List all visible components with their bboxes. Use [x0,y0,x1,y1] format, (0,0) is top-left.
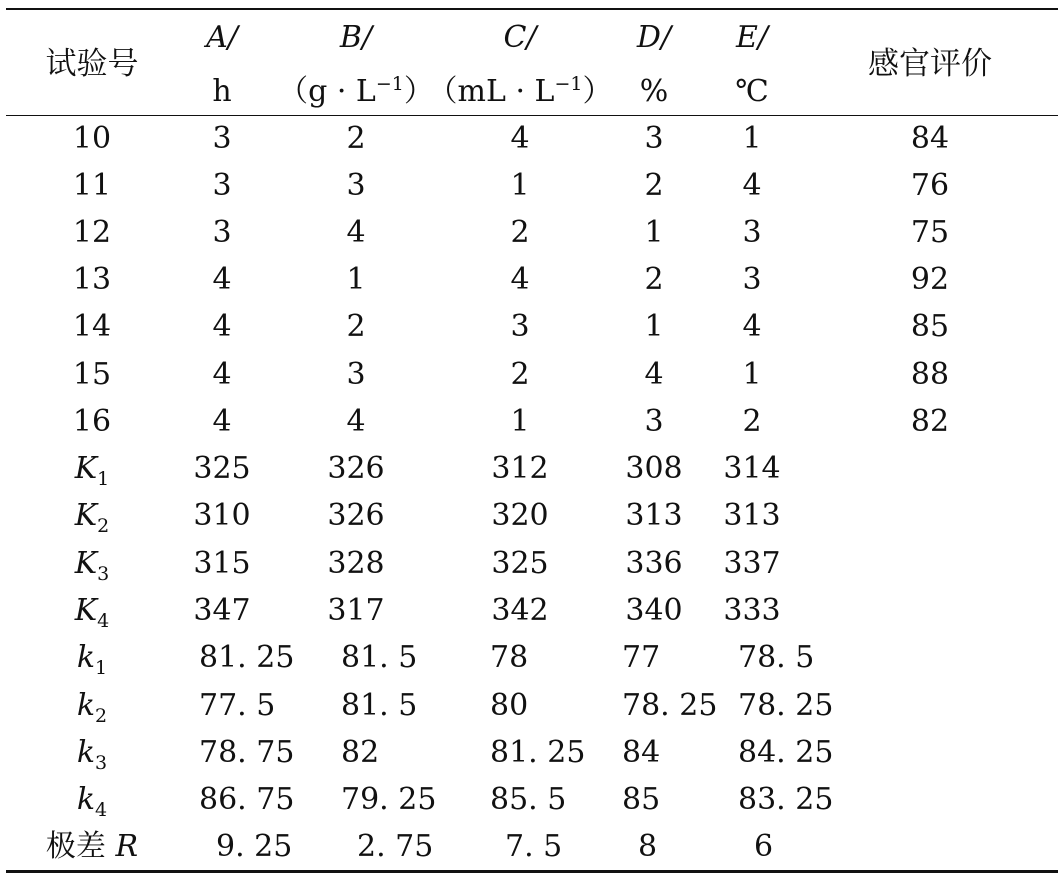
cell-d: 2 [644,262,664,297]
cell-a: 86. 75 [199,782,295,817]
cell-a: 3 [212,168,232,203]
cell-b: 79. 25 [341,782,437,817]
cell-trial-no: 14 [72,309,112,344]
cell-c: 320 [491,498,549,533]
cell-b: 2. 75 [357,829,434,864]
header-d-unit: % [639,74,669,109]
cell-trial-no: 12 [72,215,112,250]
cell-e: 84. 25 [738,735,834,770]
k-sum-label: $K_3$ [74,546,110,585]
header-trial-no: 试验号 [45,46,139,82]
cell-a: 4 [212,262,232,297]
k-sum-label: $K_2$ [74,498,110,537]
k-mean-label: $k_1$ [76,640,108,679]
cell-e: 6 [754,829,774,864]
cell-score: 92 [910,262,950,297]
cell-score: 88 [910,357,950,392]
k-sum-label: $K_4$ [74,593,110,632]
cell-b: 2 [346,121,366,156]
cell-a: 315 [193,546,251,581]
cell-e: 4 [742,168,762,203]
cell-e: 2 [742,404,762,439]
cell-c: 1 [510,404,530,439]
cell-b: 3 [346,357,366,392]
cell-d: 78. 25 [622,688,718,723]
cell-b: 2 [346,309,366,344]
cell-a: 78. 75 [199,735,295,770]
cell-a: 77. 5 [199,688,276,723]
k-sum-label: $K_1$ [74,451,110,490]
cell-d: 3 [644,121,664,156]
cell-b: 82 [341,735,380,770]
cell-b: 81. 5 [341,640,418,675]
cell-b: 328 [327,546,385,581]
cell-e: 78. 5 [738,640,815,675]
cell-d: 3 [644,404,664,439]
cell-d: 1 [644,215,664,250]
cell-d: 8 [638,829,658,864]
cell-d: 77 [622,640,661,675]
cell-c: 2 [510,357,530,392]
cell-b: 326 [327,451,385,486]
cell-trial-no: 15 [72,357,112,392]
cell-a: 3 [212,215,232,250]
cell-d: 336 [625,546,683,581]
k-mean-label: $k_2$ [76,688,108,727]
cell-d: 313 [625,498,683,533]
cell-e: 1 [742,121,762,156]
cell-e: 333 [723,593,781,628]
cell-d: 85 [622,782,661,817]
cell-a: 310 [193,498,251,533]
cell-e: 314 [723,451,781,486]
cell-e: 313 [723,498,781,533]
cell-c: 1 [510,168,530,203]
cell-b: 3 [346,168,366,203]
cell-b: 4 [346,404,366,439]
cell-trial-no: 10 [72,121,112,156]
cell-e: 337 [723,546,781,581]
cell-score: 75 [910,215,950,250]
cell-e: 78. 25 [738,688,834,723]
range-label: 极差 R [45,829,139,864]
cell-c: 81. 25 [490,735,586,770]
table-header-rule [6,115,1058,116]
header-sensory-score: 感官评价 [868,46,992,82]
header-c-unit: $(mL \cdot L^{-1})$ [427,73,613,109]
cell-c: 78 [490,640,529,675]
cell-d: 340 [625,593,683,628]
cell-d: 1 [644,309,664,344]
cell-trial-no: 16 [72,404,112,439]
header-b-label: B/ [339,20,373,55]
table-bottom-rule [6,870,1058,873]
cell-d: 84 [622,735,661,770]
cell-a: 325 [193,451,251,486]
cell-c: 342 [491,593,549,628]
header-e-unit: ℃ [735,74,769,109]
cell-e: 3 [742,262,762,297]
cell-score: 82 [910,404,950,439]
cell-a: 4 [212,357,232,392]
header-e-label: E/ [735,20,769,55]
cell-c: 2 [510,215,530,250]
cell-d: 2 [644,168,664,203]
cell-b: 1 [346,262,366,297]
cell-d: 308 [625,451,683,486]
cell-a: 347 [193,593,251,628]
cell-c: 3 [510,309,530,344]
cell-trial-no: 11 [72,168,112,203]
cell-score: 76 [910,168,950,203]
cell-c: 80 [490,688,529,723]
cell-b: 317 [327,593,385,628]
cell-a: 81. 25 [199,640,295,675]
cell-c: 7. 5 [505,829,563,864]
table-top-rule [6,8,1058,10]
cell-c: 4 [510,121,530,156]
cell-a: 4 [212,404,232,439]
cell-e: 1 [742,357,762,392]
cell-a: 9. 25 [216,829,293,864]
header-b-unit: $(g \cdot L^{-1})$ [278,73,434,109]
header-a-unit: h [212,74,232,109]
header-a-label: A/ [206,20,238,55]
header-c-label: C/ [503,20,537,55]
header-d-label: D/ [636,20,672,55]
cell-score: 84 [910,121,950,156]
cell-c: 4 [510,262,530,297]
cell-c: 325 [491,546,549,581]
cell-trial-no: 13 [72,262,112,297]
cell-b: 4 [346,215,366,250]
cell-b: 81. 5 [341,688,418,723]
cell-b: 326 [327,498,385,533]
k-mean-label: $k_4$ [76,782,108,821]
cell-e: 83. 25 [738,782,834,817]
cell-d: 4 [644,357,664,392]
cell-score: 85 [910,309,950,344]
k-mean-label: $k_3$ [76,735,108,774]
cell-a: 3 [212,121,232,156]
cell-e: 4 [742,309,762,344]
cell-c: 312 [491,451,549,486]
cell-c: 85. 5 [490,782,567,817]
cell-a: 4 [212,309,232,344]
cell-e: 3 [742,215,762,250]
